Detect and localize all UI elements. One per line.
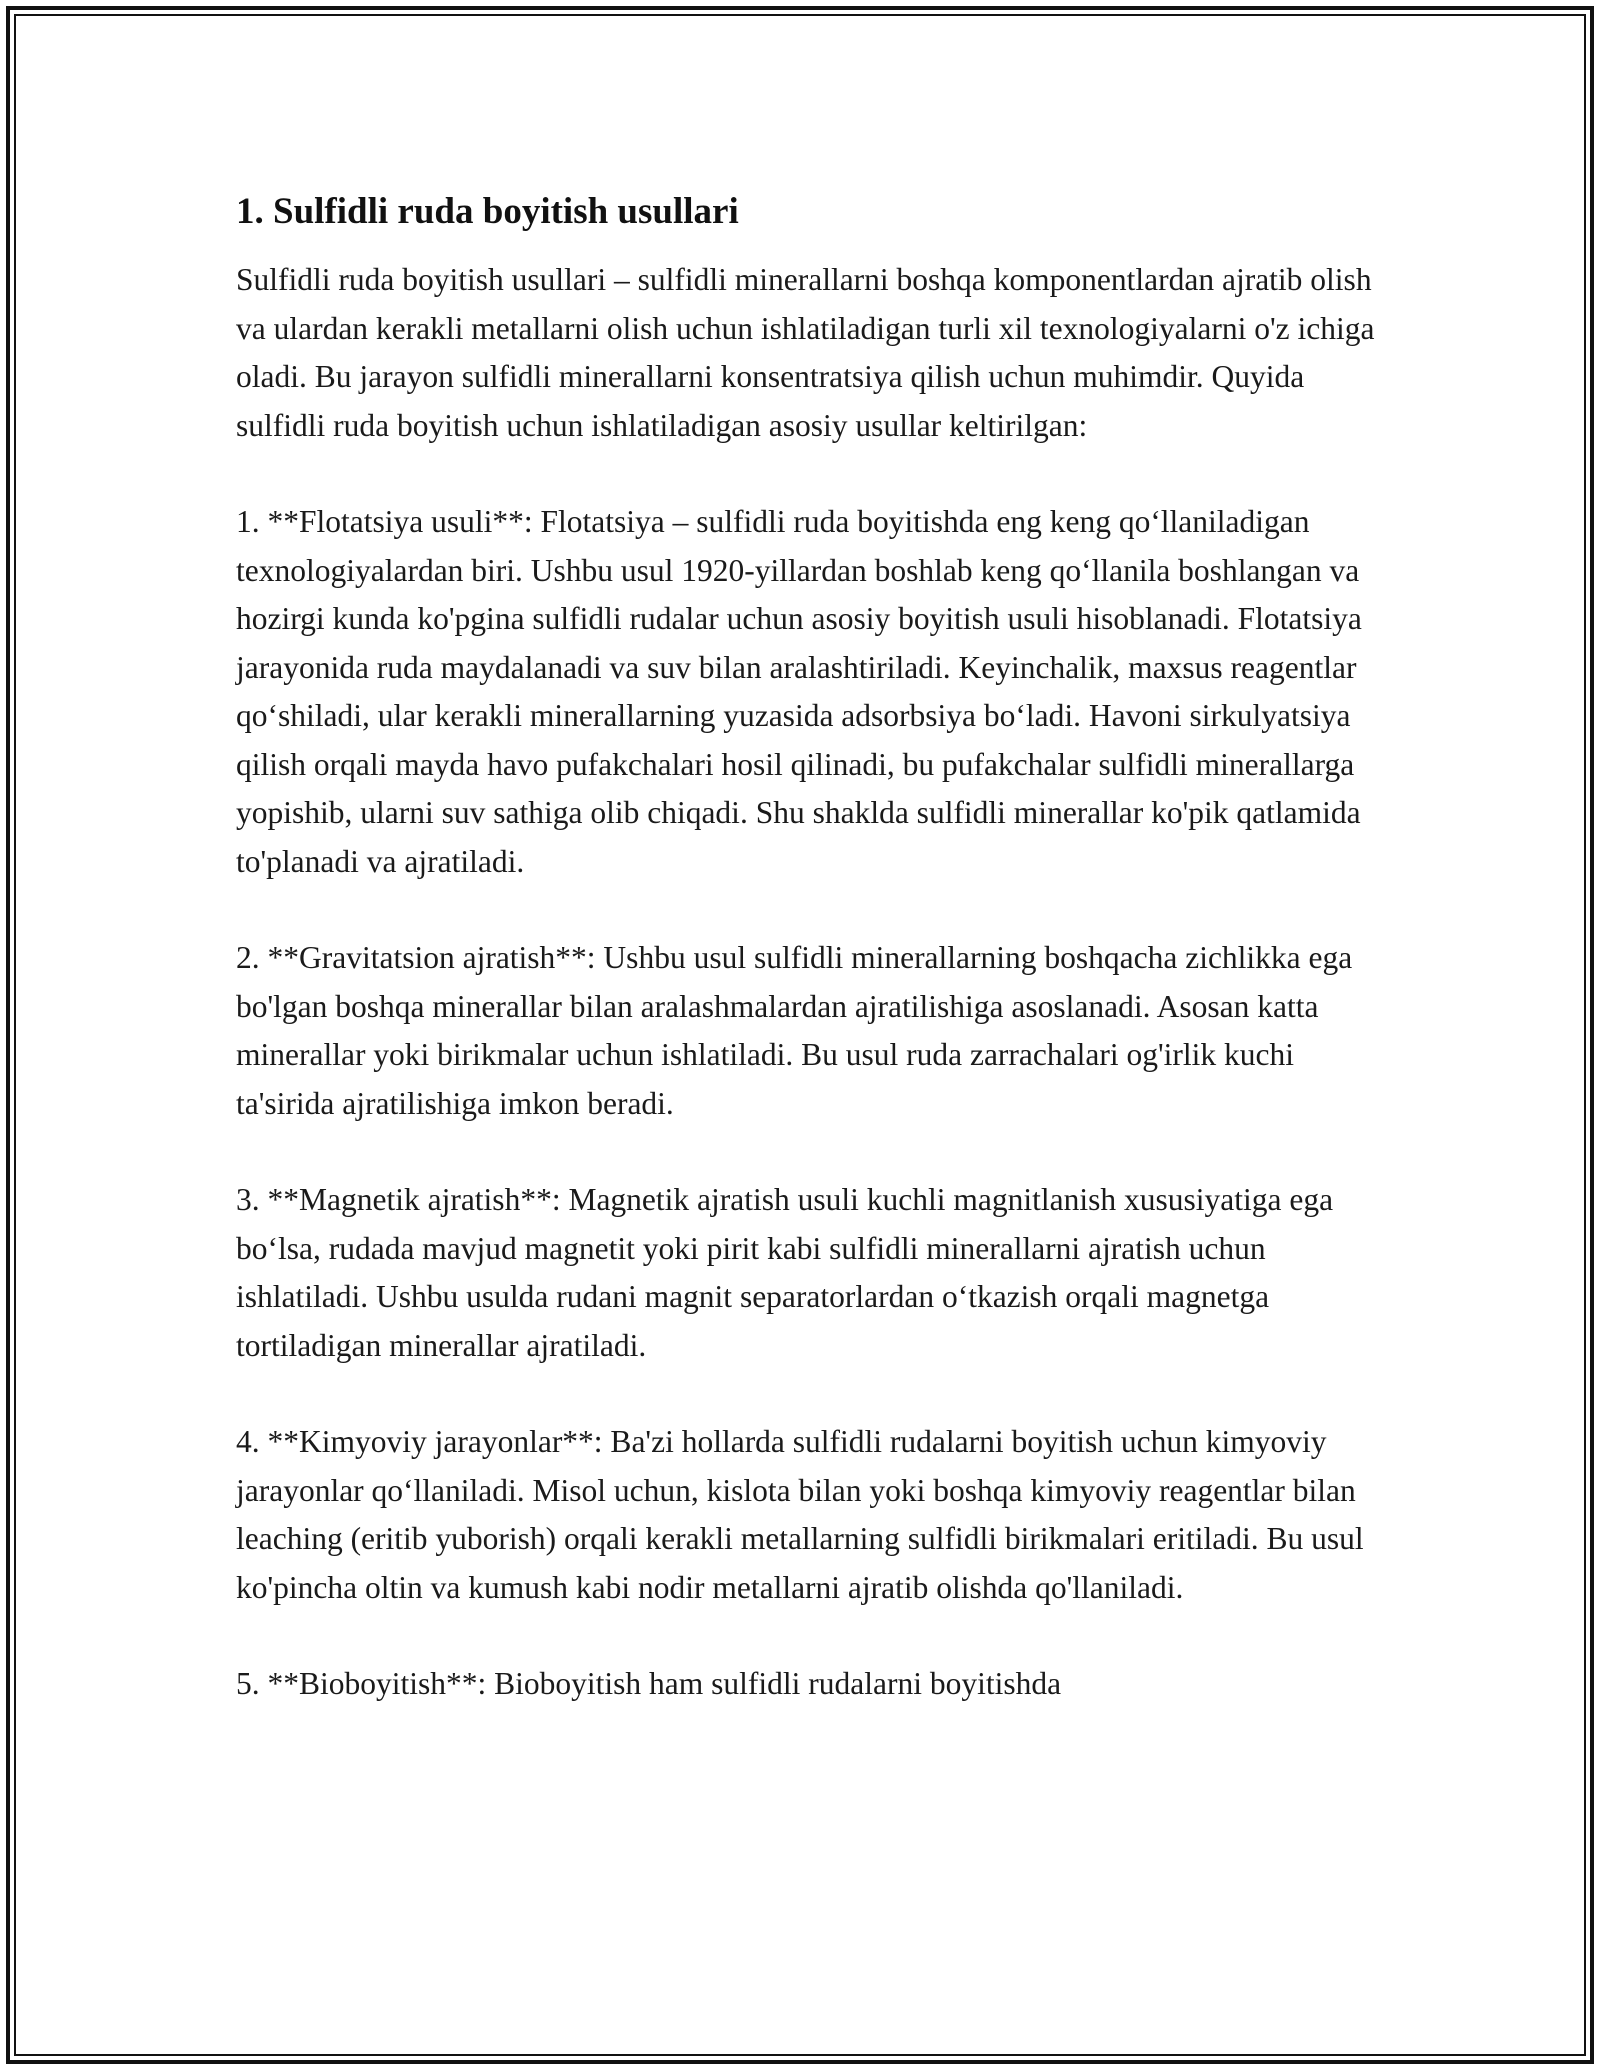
document-page: [236, 186, 1376, 1757]
paragraph-magnetik: 3. **Magnetik ajratish**: Magnetik ajratish usuli kuchli magnitlanish xususiyatiga ega bo‘lsa, rudada mavjud magnetit yoki pirit kabi sulfidli minerallarni ajratish uchun ishlatiladi. Ushbu usulda rudani magnit separatorlardan o‘tkazish orqali magnetga tortiladigan minerallar ajratiladi.: [236, 1182, 1334, 1363]
paragraph-bioboyitish: 5. **Bioboyitish**: Bioboyitish ham sulfidli rudalarni boyitishda: [236, 1666, 1062, 1701]
paragraph-gravitatsion: 2. **Gravitatsion ajratish**: Ushbu usul sulfidli minerallarning boshqacha zichlikka ega bo'lgan boshqa minerallar bilan aralashmalardan ajratilishiga asoslanadi. Asosan katta minerallar yoki birikmalar uchun ishlatiladi. Bu usul ruda zarrachalari og'irlik kuchi ta'sirida ajratilishiga imkon beradi.: [236, 940, 1353, 1121]
intro-paragraph: Sulfidli ruda boyitish usullari – sulfidli minerallarni boshqa komponentlardan ajratib olish va ulardan kerakli metallarni olish uchun ishlatiladigan turli xil texnologiyalarni o'z ichiga oladi. Bu jarayon sulfidli minerallarni konsentratsiya qilish uchun muhimdir. Quyida sulfidli ruda boyitish uchun ishlatiladigan asosiy usullar keltirilgan:: [236, 262, 1375, 443]
section-heading: 1. Sulfidli ruda boyitish usullari: [236, 191, 739, 232]
paragraph-flotatsiya: 1. **Flotatsiya usuli**: Flotatsiya – sulfidli ruda boyitishda eng keng qo‘llaniladigan texnologiyalardan biri. Ushbu usul 1920-yillardan boshlab keng qo‘llanila boshlangan va hozirgi kunda ko'pgina sulfidli rudalar uchun asosiy boyitish usuli hisoblanadi. Flotatsiya jarayonida ruda maydalanadi va suv bilan aralashtiriladi. Keyinchalik, maxsus reagentlar qo‘shiladi, ular kerakli minerallarning yuzasida adsorbsiya bo‘ladi. Havoni sirkulyatsiya qilish orqali mayda havo pufakchalari hosil qilinadi, bu pufakchalar sulfidli minerallarga yopishib, ularni suv sathiga olib chiqadi. Shu shaklda sulfidli minerallar ko'pik qatlamida to'planadi va ajratiladi.: [236, 504, 1362, 879]
paragraph-kimyoviy: 4. **Kimyoviy jarayonlar**: Ba'zi hollarda sulfidli rudalarni boyitish uchun kimyoviy jarayonlar qo‘llaniladi. Misol uchun, kislota bilan yoki boshqa kimyoviy reagentlar bilan leaching (eritib yuborish) orqali kerakli metallarning sulfidli birikmalari eritiladi. Bu usul ko'pincha oltin va kumush kabi nodir metallarni ajratib olishda qo'llaniladi.: [236, 1424, 1364, 1605]
